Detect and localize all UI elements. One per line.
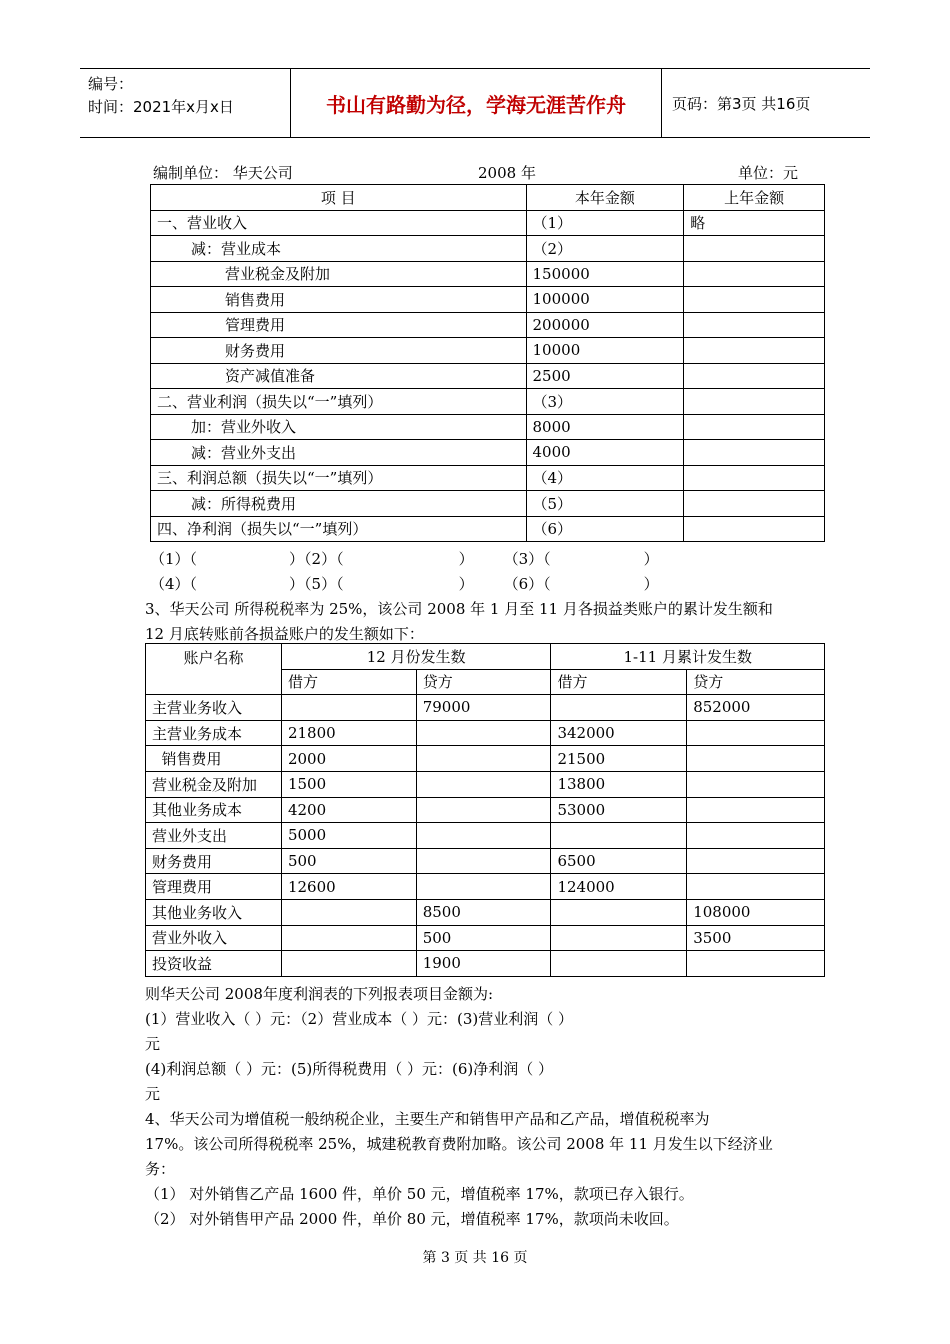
current-amount-cell: 10000 [526, 338, 684, 364]
current-amount-cell: 8000 [526, 414, 684, 440]
dec-credit-cell [416, 848, 551, 874]
table-row [146, 925, 825, 951]
table-row [151, 287, 825, 313]
dec-credit-cell: 8500 [416, 899, 551, 925]
table-row [146, 874, 825, 900]
ytd-credit-cell [687, 823, 825, 849]
dec-credit-cell [416, 874, 551, 900]
table-row [151, 516, 825, 542]
page-label: 页码：第3页 共16页 [672, 94, 811, 113]
q3-line-1: 3、华天公司 所得税税率为 25%，该公司 2008 年 1 月至 11 月各损益类账户的累计发生额和 [145, 600, 773, 618]
current-amount-cell: 4000 [526, 440, 684, 466]
table-row [146, 695, 825, 721]
ytd-credit-cell: 108000 [687, 899, 825, 925]
account-table [145, 643, 825, 977]
item-cell: 资产减值准备 [151, 363, 527, 389]
header-ytd-credit: 贷方 [687, 669, 825, 695]
table-row [151, 389, 825, 415]
ytd-debit-cell [551, 925, 687, 951]
header-dec-credit: 贷方 [416, 669, 551, 695]
ytd-debit-cell: 6500 [551, 848, 687, 874]
ytd-credit-cell [687, 797, 825, 823]
current-amount-cell: 2500 [526, 363, 684, 389]
previous-amount-cell [684, 338, 825, 364]
q3-after-line-2: (1）营业收入（ ）元：（2）营业成本（ ）元：(3)营业利润（ ） [145, 1010, 573, 1028]
table-row [151, 236, 825, 262]
dec-debit-cell: 21800 [281, 720, 416, 746]
table-row [146, 746, 825, 772]
table-row [151, 491, 825, 517]
date-label: 时间：2021年x月x日 [88, 98, 234, 116]
item-cell: 减：所得税费用 [151, 491, 527, 517]
account-name-cell: 营业外收入 [146, 925, 282, 951]
previous-amount-cell [684, 414, 825, 440]
current-amount-cell: （3） [526, 389, 684, 415]
table-row [146, 951, 825, 977]
table-row [146, 797, 825, 823]
report-currency: 单位：元 [738, 164, 799, 182]
current-amount-cell: （2） [526, 236, 684, 262]
previous-amount-cell [684, 389, 825, 415]
previous-amount-cell [684, 287, 825, 313]
ytd-debit-cell: 13800 [551, 771, 687, 797]
header-account-name: 账户名称 [146, 644, 282, 695]
dec-credit-cell: 79000 [416, 695, 551, 721]
current-amount-cell: 200000 [526, 312, 684, 338]
ytd-credit-cell [687, 746, 825, 772]
report-unit: 编制单位： 华天公司 [153, 164, 293, 182]
ytd-debit-cell: 342000 [551, 720, 687, 746]
current-amount-cell: （5） [526, 491, 684, 517]
ytd-credit-cell: 852000 [687, 695, 825, 721]
previous-amount-cell [684, 312, 825, 338]
table-row [146, 720, 825, 746]
header-previous: 上年金额 [684, 185, 825, 211]
q4-line-4: （1） 对外销售乙产品 1600 件，单价 50 元，增值税率 17%，款项已存入银行。 [145, 1185, 694, 1203]
dec-debit-cell: 500 [281, 848, 416, 874]
dec-credit-cell [416, 797, 551, 823]
dec-credit-cell: 1900 [416, 951, 551, 977]
ytd-credit-cell [687, 874, 825, 900]
dec-debit-cell [281, 925, 416, 951]
motto: 书山有路勤为径，学海无涯苦作舟 [291, 69, 662, 137]
account-name-cell: 其他业务收入 [146, 899, 282, 925]
dec-debit-cell: 12600 [281, 874, 416, 900]
ytd-debit-cell [551, 695, 687, 721]
dec-debit-cell [281, 951, 416, 977]
table-row [151, 338, 825, 364]
account-name-cell: 销售费用 [146, 746, 282, 772]
item-cell: 减：营业外支出 [151, 440, 527, 466]
current-amount-cell: （1） [526, 210, 684, 236]
table-header-row [151, 185, 825, 211]
item-cell: 减：营业成本 [151, 236, 527, 262]
table-row [151, 312, 825, 338]
previous-amount-cell [684, 440, 825, 466]
income-statement-table [150, 184, 825, 542]
ytd-debit-cell [551, 823, 687, 849]
ytd-debit-cell [551, 951, 687, 977]
header-ytd: 1-11 月累计发生数 [551, 644, 825, 670]
ytd-credit-cell [687, 848, 825, 874]
q4-line-2: 17%。该公司所得税税率 25%，城建税教育费附加略。该公司 2008 年 11 月发生以下经济业 [145, 1135, 773, 1153]
table-row [151, 363, 825, 389]
previous-amount-cell [684, 363, 825, 389]
item-cell: 销售费用 [151, 287, 527, 313]
answer-row-1: （1）（ ）（2）（ ） （3）（ ） [150, 550, 659, 568]
ytd-credit-cell [687, 951, 825, 977]
header-current: 本年金额 [526, 185, 684, 211]
answer-row-2: （4）（ ）（5）（ ） （6）（ ） [150, 575, 659, 593]
header-dec-debit: 借方 [281, 669, 416, 695]
ytd-credit-cell [687, 720, 825, 746]
account-name-cell: 财务费用 [146, 848, 282, 874]
ytd-debit-cell: 21500 [551, 746, 687, 772]
q4-line-3: 务： [145, 1160, 176, 1178]
q4-line-1: 4、华天公司为增值税一般纳税企业，主要生产和销售甲产品和乙产品，增值税税率为 [145, 1110, 710, 1128]
q3-after-line-5: 元 [145, 1085, 161, 1103]
account-name-cell: 主营业务收入 [146, 695, 282, 721]
table-row [146, 823, 825, 849]
header-ytd-debit: 借方 [551, 669, 687, 695]
dec-debit-cell: 2000 [281, 746, 416, 772]
account-name-cell: 营业税金及附加 [146, 771, 282, 797]
table-row [151, 261, 825, 287]
account-name-cell: 营业外支出 [146, 823, 282, 849]
item-cell: 加：营业外收入 [151, 414, 527, 440]
dec-credit-cell [416, 746, 551, 772]
item-cell: 管理费用 [151, 312, 527, 338]
q3-after-line-4: (4)利润总额（ ）元：(5)所得税费用（ ）元：(6)净利润（ ） [145, 1060, 554, 1078]
ytd-debit-cell: 53000 [551, 797, 687, 823]
q3-after-line-1: 则华天公司 2008年度利润表的下列报表项目金额为: [145, 985, 493, 1003]
item-cell: 一、营业收入 [151, 210, 527, 236]
header-dec: 12 月份发生数 [281, 644, 551, 670]
account-name-cell: 主营业务成本 [146, 720, 282, 746]
previous-amount-cell [684, 236, 825, 262]
number-label: 编号： [88, 75, 134, 93]
ytd-debit-cell: 124000 [551, 874, 687, 900]
dec-debit-cell: 1500 [281, 771, 416, 797]
current-amount-cell: （6） [526, 516, 684, 542]
table-row [146, 848, 825, 874]
ytd-debit-cell [551, 899, 687, 925]
item-cell: 四、净利润（损失以“一”填列） [151, 516, 527, 542]
item-cell: 营业税金及附加 [151, 261, 527, 287]
report-year: 2008 年 [478, 164, 536, 182]
dec-debit-cell: 5000 [281, 823, 416, 849]
table-row [151, 440, 825, 466]
previous-amount-cell [684, 261, 825, 287]
account-name-cell: 其他业务成本 [146, 797, 282, 823]
table-row [151, 465, 825, 491]
dec-debit-cell [281, 695, 416, 721]
item-cell: 三、利润总额（损失以“一”填列） [151, 465, 527, 491]
q4-line-5: （2） 对外销售甲产品 2000 件，单价 80 元，增值税率 17%，款项尚未收回。 [145, 1210, 679, 1228]
table-row [151, 414, 825, 440]
dec-credit-cell [416, 771, 551, 797]
header-item: 项 目 [151, 185, 527, 211]
previous-amount-cell [684, 491, 825, 517]
page-header [80, 68, 870, 138]
previous-amount-cell [684, 465, 825, 491]
current-amount-cell: 150000 [526, 261, 684, 287]
table-row [146, 899, 825, 925]
q3-line-2: 12 月底转账前各损益账户的发生额如下： [145, 625, 424, 643]
current-amount-cell: 100000 [526, 287, 684, 313]
dec-credit-cell [416, 720, 551, 746]
table-row [146, 771, 825, 797]
dec-credit-cell [416, 823, 551, 849]
dec-debit-cell [281, 899, 416, 925]
header-meta [80, 69, 291, 137]
dec-credit-cell: 500 [416, 925, 551, 951]
table-header-row [146, 644, 825, 670]
previous-amount-cell: 略 [684, 210, 825, 236]
item-cell: 财务费用 [151, 338, 527, 364]
item-cell: 二、营业利润（损失以“一”填列） [151, 389, 527, 415]
account-name-cell: 管理费用 [146, 874, 282, 900]
table-row [151, 210, 825, 236]
current-amount-cell: （4） [526, 465, 684, 491]
ytd-credit-cell: 3500 [687, 925, 825, 951]
previous-amount-cell [684, 516, 825, 542]
dec-debit-cell: 4200 [281, 797, 416, 823]
account-name-cell: 投资收益 [146, 951, 282, 977]
q3-after-line-3: 元 [145, 1035, 161, 1053]
ytd-credit-cell [687, 771, 825, 797]
page-footer: 第 3 页 共 16 页 [422, 1250, 528, 1266]
